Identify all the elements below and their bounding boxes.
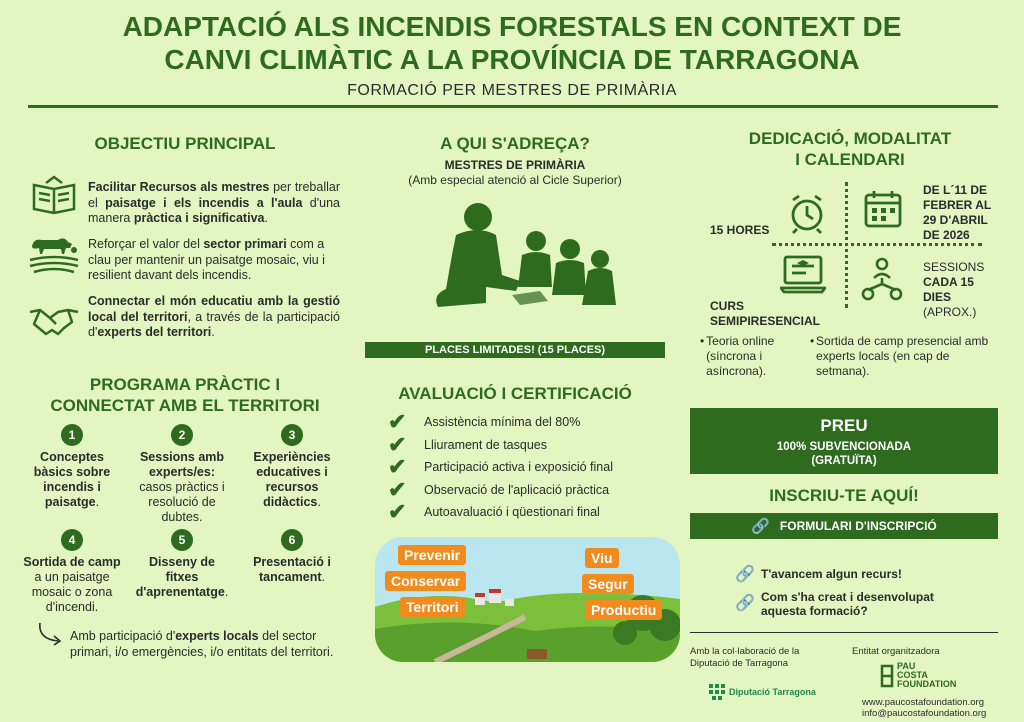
program-step-3 bbox=[242, 424, 342, 510]
objectiu-title: OBJECTIU PRINCIPAL bbox=[94, 134, 276, 153]
step-title: Sortida de camp bbox=[23, 555, 121, 569]
step-number-badge: 5 bbox=[171, 529, 193, 551]
checkmark-icon: ✔ bbox=[388, 499, 407, 525]
org-label: Entitat organitzadora bbox=[852, 646, 940, 657]
website-link[interactable]: www.paucostafoundation.org bbox=[862, 697, 984, 708]
page-title-line2: CANVI CLIMÀTIC A LA PROVÍNCIA DE TARRAGONA bbox=[164, 44, 860, 75]
email-link[interactable]: info@paucostafoundation.org bbox=[862, 708, 987, 719]
pau-costa-logo-text bbox=[897, 662, 956, 689]
step-desc: . bbox=[95, 495, 100, 509]
text: . bbox=[211, 325, 215, 339]
programa-title bbox=[20, 374, 350, 416]
text: Reforçar el valor del bbox=[88, 237, 204, 251]
pau-costa-logo bbox=[880, 662, 956, 689]
checklist-text: Lliurament de tasques bbox=[424, 437, 547, 452]
step-desc: a un paisatge mosaic o zona d'incendi. bbox=[31, 570, 113, 614]
registration-form-link[interactable] bbox=[690, 513, 998, 539]
text: per treballar el bbox=[88, 180, 340, 210]
price-title: PREU bbox=[820, 416, 868, 435]
bullet-field-trip-text: Sortida de camp presencial amb experts locals (en cap de setmana). bbox=[816, 334, 989, 378]
step-text bbox=[242, 555, 342, 585]
program-step-6 bbox=[242, 529, 342, 585]
bullet-online bbox=[700, 334, 804, 379]
hours-label: 15 HORES bbox=[710, 223, 770, 237]
step-text bbox=[242, 450, 342, 510]
step-number-badge: 6 bbox=[281, 529, 303, 551]
text: del sector primari, i/o emergències, i/o entitats del territori. bbox=[70, 629, 334, 659]
dotted-divider-horizontal bbox=[772, 243, 982, 246]
programa-title-line1: PROGRAMA PRÀCTIC I bbox=[89, 375, 281, 394]
checkmark-icon: ✔ bbox=[388, 409, 407, 435]
step-title: Presentació i tancament bbox=[253, 555, 331, 584]
bullet-online-text: Teoria online (síncrona i asíncrona). bbox=[706, 334, 775, 378]
farm-animals-icon bbox=[28, 232, 80, 274]
programa-note bbox=[70, 629, 360, 660]
text: d'una manera bbox=[88, 195, 341, 225]
text-bold: experts del territori bbox=[97, 325, 212, 339]
step-title: Sessions amb experts/es: bbox=[139, 450, 225, 479]
checklist-item bbox=[388, 431, 668, 457]
text: . bbox=[264, 211, 268, 225]
checklist-text: Autoavaluació i qüestionari final bbox=[424, 505, 600, 520]
bullet-dot: • bbox=[700, 334, 705, 348]
avaluacio-list bbox=[388, 411, 668, 524]
price-line1: 100% SUBVENCIONADA bbox=[776, 441, 912, 453]
adreca-audience: MESTRES DE PRIMÀRIA bbox=[444, 158, 586, 172]
training-story-label bbox=[761, 590, 934, 618]
handshake-icon bbox=[28, 300, 80, 340]
bullet-dot: • bbox=[810, 334, 815, 348]
course-mode: CURS SEMIPIRESENCIAL bbox=[710, 299, 821, 328]
price-line2: (GRATUÏTA) bbox=[811, 455, 877, 467]
step-text bbox=[22, 450, 122, 510]
checkmark-icon: ✔ bbox=[388, 454, 407, 480]
checklist-item bbox=[388, 456, 668, 479]
resource-link[interactable] bbox=[735, 564, 995, 584]
header bbox=[0, 10, 1024, 100]
program-step-4 bbox=[22, 529, 122, 615]
page-subtitle: FORMACIÓ PER MESTRES DE PRIMÀRIA bbox=[347, 82, 677, 99]
text-bold: Connectar el món educatiu amb la gestió local del territori bbox=[88, 294, 340, 324]
calendar-icon bbox=[862, 188, 904, 230]
objectiu-item-1 bbox=[88, 180, 340, 227]
text: , a través de la participació d' bbox=[88, 309, 340, 339]
link-icon: 🔗 bbox=[735, 595, 755, 612]
step-number-badge: 2 bbox=[171, 424, 193, 446]
step-number-badge: 3 bbox=[281, 424, 303, 446]
collab-line2: Diputació de Tarragona bbox=[690, 658, 789, 669]
header-divider bbox=[28, 105, 998, 108]
online-course-icon bbox=[780, 254, 826, 294]
page-title-line1: ADAPTACIÓ ALS INCENDIS FORESTALS EN CONTEXT DE bbox=[122, 11, 902, 42]
sessions-frequency bbox=[923, 260, 1003, 320]
sessions-pre: SESSIONS bbox=[923, 260, 985, 274]
programa-title-line2: CONNECTAT AMB EL TERRITORI bbox=[50, 396, 320, 415]
link-icon: 🔗 bbox=[735, 566, 755, 583]
collab-label bbox=[690, 646, 840, 670]
training-story-line2: aquesta formació? bbox=[761, 604, 868, 618]
dedicacio-title-line1: DEDICACIÓ, MODALITAT bbox=[748, 129, 952, 148]
link-icon: 🔗 bbox=[751, 518, 770, 535]
tag-left-1: Conservar bbox=[385, 571, 466, 591]
sessions-bold: CADA 15 DIES bbox=[923, 275, 974, 304]
inscripcio-title: INSCRIU-TE AQUÍ! bbox=[769, 486, 919, 505]
dedicacio-title-line2: I CALENDARI bbox=[795, 150, 905, 169]
checklist-item bbox=[388, 476, 668, 502]
price-box bbox=[690, 408, 998, 474]
step-text bbox=[132, 450, 232, 525]
objectiu-item-2 bbox=[88, 237, 340, 284]
network-people-icon bbox=[860, 256, 904, 302]
diputacio-logo-text: Diputació Tarragona bbox=[729, 687, 816, 697]
step-text bbox=[22, 555, 122, 615]
checklist-item bbox=[388, 501, 668, 524]
program-step-2 bbox=[132, 424, 232, 525]
step-title: Disseny de fitxes d'aprenentatge bbox=[135, 555, 225, 599]
alarm-clock-icon bbox=[787, 192, 827, 234]
footer-divider bbox=[690, 632, 998, 633]
date-range: DE L´11 DE FEBRER AL 29 D'ABRIL DE 2026 bbox=[923, 183, 992, 242]
diputacio-logo bbox=[708, 683, 816, 701]
checkmark-icon: ✔ bbox=[388, 431, 407, 457]
step-number-badge: 1 bbox=[61, 424, 83, 446]
training-story-link[interactable] bbox=[735, 590, 995, 618]
teacher-children-illustration bbox=[430, 195, 625, 320]
program-step-5 bbox=[132, 529, 232, 600]
tag-left-2: Territori bbox=[400, 597, 465, 617]
pau-line2: COSTA bbox=[897, 670, 928, 680]
bullet-field-trip bbox=[810, 334, 1000, 379]
book-icon bbox=[28, 175, 80, 215]
step-desc: . bbox=[317, 495, 321, 509]
step-desc: casos pràctics i resolució de dubtes. bbox=[139, 480, 225, 524]
resource-link-label: T'avancem algun recurs! bbox=[761, 567, 902, 581]
checklist-item bbox=[388, 411, 668, 434]
text-bold: sector primari bbox=[203, 237, 287, 251]
step-desc: . bbox=[224, 585, 229, 599]
dedicacio-title bbox=[700, 128, 1000, 170]
checkmark-icon: ✔ bbox=[388, 476, 407, 502]
tag-right-0: Viu bbox=[585, 548, 619, 568]
tag-right-2: Productiu bbox=[585, 600, 662, 620]
avaluacio-title: AVALUACIÓ I CERTIFICACIÓ bbox=[398, 384, 632, 403]
tag-right-1: Segur bbox=[582, 574, 634, 594]
step-number-badge: 4 bbox=[61, 529, 83, 551]
objectiu-item-3 bbox=[88, 294, 340, 341]
pau-costa-mark-icon bbox=[880, 664, 894, 688]
checklist-text: Assistència mínima del 80% bbox=[424, 415, 581, 430]
text-bold: experts locals bbox=[175, 629, 259, 643]
text-bold: paisatge i els incendis a l'aula bbox=[105, 195, 303, 210]
text: Amb participació d' bbox=[70, 629, 176, 643]
pau-line1: PAU bbox=[897, 661, 916, 671]
registration-form-label: FORMULARI D'INSCRIPCIÓ bbox=[779, 519, 937, 533]
tag-left-0: Prevenir bbox=[398, 545, 466, 565]
text: com a clau per mantenir un paisatge mosaic, viu i resilient davant dels incendis. bbox=[88, 237, 325, 282]
step-title: Experiències educatives i recursos didàctics bbox=[253, 450, 331, 509]
training-story-line1: Com s'ha creat i desenvolupat bbox=[761, 590, 934, 604]
collab-line1: Amb la col·laboració de la bbox=[690, 646, 800, 657]
sessions-post: (APROX.) bbox=[923, 305, 977, 319]
text-bold: Facilitar Recursos als mestres bbox=[88, 180, 270, 194]
adreca-note: (Amb especial atenció al Cicle Superior) bbox=[408, 173, 622, 187]
step-text bbox=[132, 555, 232, 600]
pau-line3: FOUNDATION bbox=[897, 679, 957, 689]
step-desc: . bbox=[321, 570, 325, 584]
diputacio-shield-icon bbox=[708, 683, 726, 701]
checklist-text: Observació de l'aplicació pràctica bbox=[424, 482, 610, 497]
adreca-title: A QUI S'ADREÇA? bbox=[440, 134, 590, 153]
program-step-1 bbox=[22, 424, 122, 510]
places-banner: PLACES LIMITADES! (15 PLACES) bbox=[365, 342, 665, 358]
text-bold: pràctica i significativa bbox=[133, 211, 265, 225]
checklist-text: Participació activa i exposició final bbox=[424, 460, 613, 475]
step-title: Conceptes bàsics sobre incendis i paisatge bbox=[33, 450, 111, 509]
curved-arrow-icon bbox=[36, 621, 66, 647]
